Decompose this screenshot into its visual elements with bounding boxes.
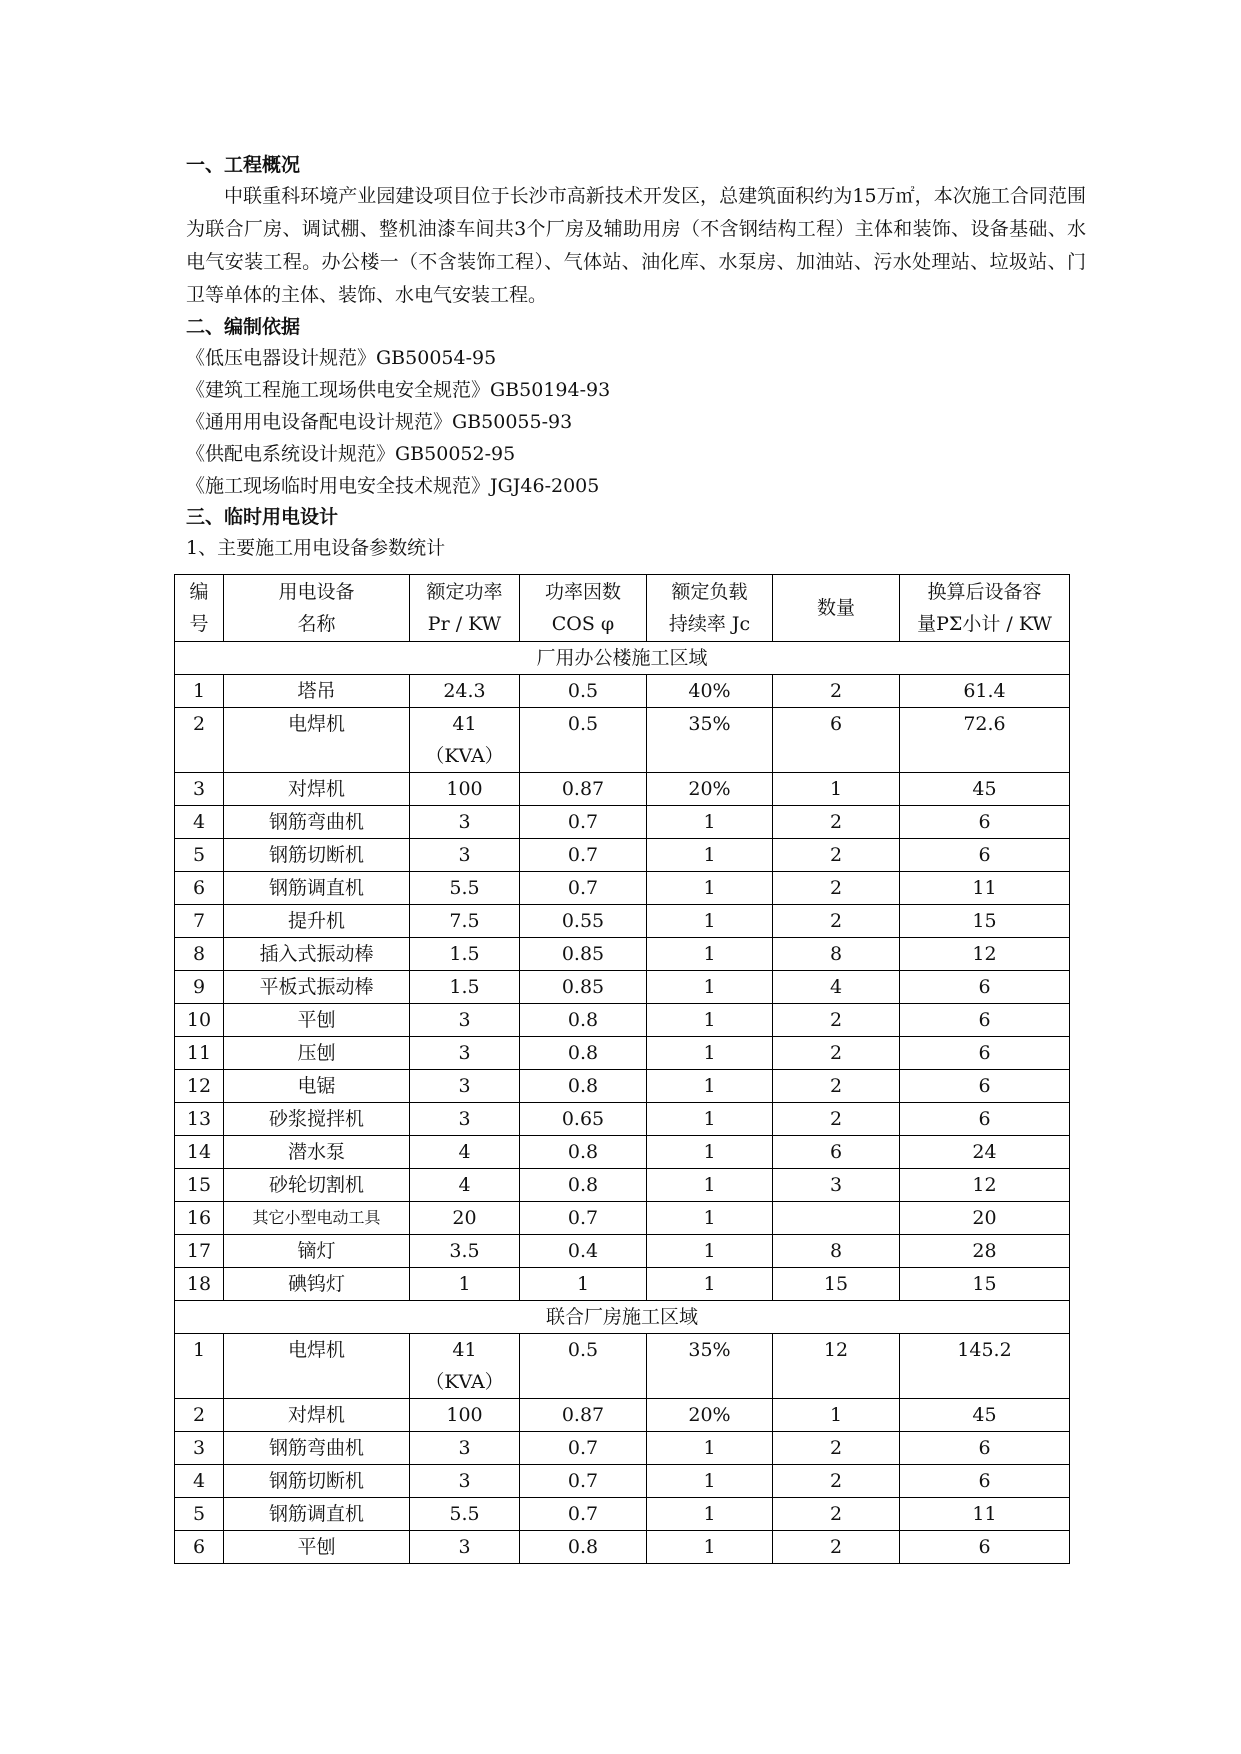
table-cell: 提升机 — [224, 905, 410, 938]
table-row — [175, 1037, 1070, 1070]
table-cell: 4 — [175, 1465, 224, 1498]
table-cell: 3 — [410, 1103, 520, 1136]
table-cell: 45 — [900, 773, 1070, 806]
table-cell: 1.5 — [410, 971, 520, 1004]
table-cell: 15 — [773, 1268, 900, 1301]
table-cell: 2 — [773, 872, 900, 905]
table-cell: 0.7 — [520, 839, 647, 872]
table-cell: 6 — [900, 1531, 1070, 1564]
column-header: 额定功率 Pr / KW — [410, 575, 520, 642]
table-cell: 13 — [175, 1103, 224, 1136]
table-cell: 潜水泵 — [224, 1136, 410, 1169]
table-cell: 1 — [773, 773, 900, 806]
table-cell: 61.4 — [900, 675, 1070, 708]
table-cell: 1 — [647, 938, 773, 971]
table-cell: 100 — [410, 1399, 520, 1432]
table-row — [175, 1235, 1070, 1268]
table-cell: 28 — [900, 1235, 1070, 1268]
area-row — [175, 642, 1070, 675]
table-cell: 钢筋调直机 — [224, 1498, 410, 1531]
table-cell: 对焊机 — [224, 1399, 410, 1432]
table-cell: 砂轮切割机 — [224, 1169, 410, 1202]
table-cell: 100 — [410, 773, 520, 806]
reference-item: 《低压电器设计规范》GB50054-95 — [186, 347, 497, 369]
table-cell: 35% — [647, 1334, 773, 1399]
table-cell: 5.5 — [410, 872, 520, 905]
table-cell: 2 — [773, 1103, 900, 1136]
table-row — [175, 1334, 1070, 1399]
table-cell: 0.7 — [520, 1465, 647, 1498]
table-cell: 0.55 — [520, 905, 647, 938]
table-cell: 41 （KVA） — [410, 1334, 520, 1399]
table-cell: 15 — [900, 905, 1070, 938]
table-cell: 4 — [175, 806, 224, 839]
table-row — [175, 839, 1070, 872]
equipment-table — [174, 574, 1070, 1564]
table-cell: 18 — [175, 1268, 224, 1301]
table-row — [175, 1103, 1070, 1136]
table-cell: 1 — [175, 1334, 224, 1399]
table-cell: 0.8 — [520, 1169, 647, 1202]
section2-heading: 二、编制依据 — [186, 316, 301, 338]
table-row — [175, 1136, 1070, 1169]
table-cell: 0.7 — [520, 806, 647, 839]
table-cell: 2 — [773, 1465, 900, 1498]
table-cell: 6 — [900, 971, 1070, 1004]
table-cell: 0.4 — [520, 1235, 647, 1268]
table-cell: 对焊机 — [224, 773, 410, 806]
table-cell: 2 — [773, 1498, 900, 1531]
table-cell: 1 — [647, 1136, 773, 1169]
table-cell: 8 — [773, 1235, 900, 1268]
table-cell: 1 — [647, 1235, 773, 1268]
table-cell: 钢筋调直机 — [224, 872, 410, 905]
table-cell: 12 — [175, 1070, 224, 1103]
table-cell: 40% — [647, 675, 773, 708]
table-cell: 1 — [647, 839, 773, 872]
table-cell: 1 — [520, 1268, 647, 1301]
table-cell: 0.87 — [520, 1399, 647, 1432]
table-cell: 1 — [647, 1268, 773, 1301]
table-cell: 平刨 — [224, 1531, 410, 1564]
table-cell: 4 — [410, 1136, 520, 1169]
table-cell: 6 — [773, 708, 900, 773]
table-cell: 0.8 — [520, 1136, 647, 1169]
table-cell: 3 — [410, 806, 520, 839]
reference-item: 《供配电系统设计规范》GB50052-95 — [186, 443, 516, 465]
column-header: 数量 — [773, 575, 900, 642]
table-cell: 2 — [773, 1070, 900, 1103]
table-cell: 20 — [900, 1202, 1070, 1235]
table-cell: 12 — [900, 1169, 1070, 1202]
section3-heading: 三、临时用电设计 — [186, 506, 339, 528]
table-cell: 6 — [900, 806, 1070, 839]
area-row — [175, 1301, 1070, 1334]
table-cell: 电焊机 — [224, 708, 410, 773]
table-cell: 6 — [773, 1136, 900, 1169]
column-header: 额定负载 持续率 Jc — [647, 575, 773, 642]
table-cell: 碘钨灯 — [224, 1268, 410, 1301]
table-cell: 0.7 — [520, 1202, 647, 1235]
table-cell: 11 — [175, 1037, 224, 1070]
table-cell: 1 — [647, 806, 773, 839]
column-header: 换算后设备容 量PΣ小计 / KW — [900, 575, 1070, 642]
table-cell: 35% — [647, 708, 773, 773]
table-cell: 平刨 — [224, 1004, 410, 1037]
table-cell: 5 — [175, 1498, 224, 1531]
document-page — [186, 150, 1086, 564]
table-cell: 1 — [647, 1004, 773, 1037]
table-cell: 24.3 — [410, 675, 520, 708]
table-cell: 0.85 — [520, 938, 647, 971]
table-cell: 20% — [647, 1399, 773, 1432]
table-cell: 平板式振动棒 — [224, 971, 410, 1004]
table-cell: 0.7 — [520, 872, 647, 905]
area-title: 联合厂房施工区域 — [175, 1301, 1070, 1334]
table-cell: 7 — [175, 905, 224, 938]
table-cell: 145.2 — [900, 1334, 1070, 1399]
table-cell: 3 — [410, 1004, 520, 1037]
table-cell: 6 — [900, 1432, 1070, 1465]
table-caption: 1、主要施工用电设备参数统计 — [186, 537, 446, 559]
table-row — [175, 1268, 1070, 1301]
table-cell: 0.85 — [520, 971, 647, 1004]
table-cell: 2 — [773, 806, 900, 839]
reference-item: 《施工现场临时用电安全技术规范》JGJ46-2005 — [186, 475, 600, 497]
table-cell: 3 — [410, 1037, 520, 1070]
table-cell: 0.8 — [520, 1004, 647, 1037]
table-cell: 电焊机 — [224, 1334, 410, 1399]
table-cell: 3 — [410, 1465, 520, 1498]
table-cell: 6 — [900, 1103, 1070, 1136]
table-cell: 5.5 — [410, 1498, 520, 1531]
table-cell: 2 — [773, 1531, 900, 1564]
table-cell: 0.65 — [520, 1103, 647, 1136]
table-cell: 1 — [647, 1498, 773, 1531]
table-cell: 41 （KVA） — [410, 708, 520, 773]
table-cell: 0.7 — [520, 1498, 647, 1531]
table-row — [175, 1465, 1070, 1498]
table-cell: 2 — [773, 839, 900, 872]
table-cell: 20% — [647, 773, 773, 806]
table-cell: 钢筋切断机 — [224, 1465, 410, 1498]
table-cell: 塔吊 — [224, 675, 410, 708]
table-cell: 镝灯 — [224, 1235, 410, 1268]
table-cell: 3 — [410, 1531, 520, 1564]
table-cell: 6 — [900, 1465, 1070, 1498]
table-row — [175, 872, 1070, 905]
table-cell: 12 — [900, 938, 1070, 971]
table-cell: 0.8 — [520, 1531, 647, 1564]
table-cell: 1 — [647, 1070, 773, 1103]
table-cell: 12 — [773, 1334, 900, 1399]
table-cell: 2 — [773, 675, 900, 708]
table-cell: 15 — [900, 1268, 1070, 1301]
table-cell: 0.8 — [520, 1037, 647, 1070]
column-header: 用电设备 名称 — [224, 575, 410, 642]
reference-item: 《通用用电设备配电设计规范》GB50055-93 — [186, 411, 573, 433]
table-cell: 钢筋切断机 — [224, 839, 410, 872]
table-cell: 6 — [900, 839, 1070, 872]
table-cell: 3 — [410, 1432, 520, 1465]
table-cell: 6 — [900, 1070, 1070, 1103]
table-cell: 45 — [900, 1399, 1070, 1432]
table-cell: 0.7 — [520, 1432, 647, 1465]
table-row — [175, 675, 1070, 708]
table-cell: 14 — [175, 1136, 224, 1169]
table-cell — [773, 1202, 900, 1235]
table-cell: 钢筋弯曲机 — [224, 1432, 410, 1465]
table-cell: 1 — [647, 872, 773, 905]
table-cell: 6 — [175, 872, 224, 905]
table-row — [175, 1498, 1070, 1531]
table-cell: 11 — [900, 1498, 1070, 1531]
table-row — [175, 806, 1070, 839]
table-cell: 1 — [647, 1432, 773, 1465]
table-cell: 1 — [647, 1103, 773, 1136]
table-cell: 8 — [175, 938, 224, 971]
column-header: 编 号 — [175, 575, 224, 642]
table-row — [175, 1531, 1070, 1564]
table-cell: 6 — [900, 1004, 1070, 1037]
table-cell: 2 — [773, 905, 900, 938]
table-row — [175, 905, 1070, 938]
table-cell: 1 — [647, 1169, 773, 1202]
table-cell: 15 — [175, 1169, 224, 1202]
table-cell: 7.5 — [410, 905, 520, 938]
table-cell: 1 — [175, 675, 224, 708]
table-header-row — [175, 575, 1070, 642]
table-cell: 其它小型电动工具 — [224, 1202, 410, 1235]
table-row — [175, 773, 1070, 806]
table-row — [175, 1004, 1070, 1037]
table-cell: 1 — [647, 971, 773, 1004]
table-row — [175, 938, 1070, 971]
project-overview-paragraph: 中联重科环境产业园建设项目位于长沙市高新技术开发区，总建筑面积约为15万㎡，本次施工合同范围为联合厂房、调试棚、整机油漆车间共3个厂房及辅助用房（不含钢结构工程）主体和装饰、设备基础、水电气安装工程。办公楼一（不含装饰工程）、气体站、油化库、水泵房、加油站、污水处理站、垃圾站、门卫等单体的主体、装饰、水电气安装工程。 — [186, 185, 1086, 306]
table-row — [175, 1432, 1070, 1465]
table-cell: 17 — [175, 1235, 224, 1268]
table-cell: 2 — [175, 708, 224, 773]
table-cell: 1 — [647, 1202, 773, 1235]
table-cell: 0.8 — [520, 1070, 647, 1103]
table-cell: 3 — [773, 1169, 900, 1202]
table-cell: 插入式振动棒 — [224, 938, 410, 971]
table-cell: 10 — [175, 1004, 224, 1037]
table-cell: 72.6 — [900, 708, 1070, 773]
table-cell: 砂浆搅拌机 — [224, 1103, 410, 1136]
table-cell: 1 — [647, 1037, 773, 1070]
table-cell: 5 — [175, 839, 224, 872]
table-cell: 20 — [410, 1202, 520, 1235]
table-cell: 2 — [773, 1432, 900, 1465]
table-cell: 4 — [773, 971, 900, 1004]
table-cell: 6 — [900, 1037, 1070, 1070]
table-cell: 1 — [647, 905, 773, 938]
column-header: 功率因数 COS φ — [520, 575, 647, 642]
table-cell: 2 — [773, 1004, 900, 1037]
table-cell: 4 — [410, 1169, 520, 1202]
table-cell: 0.5 — [520, 675, 647, 708]
reference-item: 《建筑工程施工现场供电安全规范》GB50194-93 — [186, 379, 611, 401]
table-cell: 1 — [647, 1531, 773, 1564]
table-row — [175, 971, 1070, 1004]
table-cell: 8 — [773, 938, 900, 971]
section1-heading: 一、工程概况 — [186, 154, 301, 176]
table-cell: 钢筋弯曲机 — [224, 806, 410, 839]
table-row — [175, 708, 1070, 773]
table-cell: 3.5 — [410, 1235, 520, 1268]
table-cell: 24 — [900, 1136, 1070, 1169]
table-cell: 16 — [175, 1202, 224, 1235]
table-cell: 2 — [773, 1037, 900, 1070]
table-cell: 9 — [175, 971, 224, 1004]
reference-list — [186, 342, 1086, 502]
table-row — [175, 1070, 1070, 1103]
table-row — [175, 1399, 1070, 1432]
table-cell: 6 — [175, 1531, 224, 1564]
area-title: 厂用办公楼施工区域 — [175, 642, 1070, 675]
table-cell: 3 — [410, 1070, 520, 1103]
table-cell: 1 — [410, 1268, 520, 1301]
table-row — [175, 1202, 1070, 1235]
table-cell: 3 — [410, 839, 520, 872]
table-cell: 0.87 — [520, 773, 647, 806]
table-cell: 压刨 — [224, 1037, 410, 1070]
table-cell: 0.5 — [520, 708, 647, 773]
table-cell: 1 — [647, 1465, 773, 1498]
table-cell: 3 — [175, 1432, 224, 1465]
table-cell: 0.5 — [520, 1334, 647, 1399]
table-cell: 3 — [175, 773, 224, 806]
table-cell: 11 — [900, 872, 1070, 905]
table-cell: 1.5 — [410, 938, 520, 971]
table-cell: 电锯 — [224, 1070, 410, 1103]
table-cell: 2 — [175, 1399, 224, 1432]
table-cell: 1 — [773, 1399, 900, 1432]
table-row — [175, 1169, 1070, 1202]
